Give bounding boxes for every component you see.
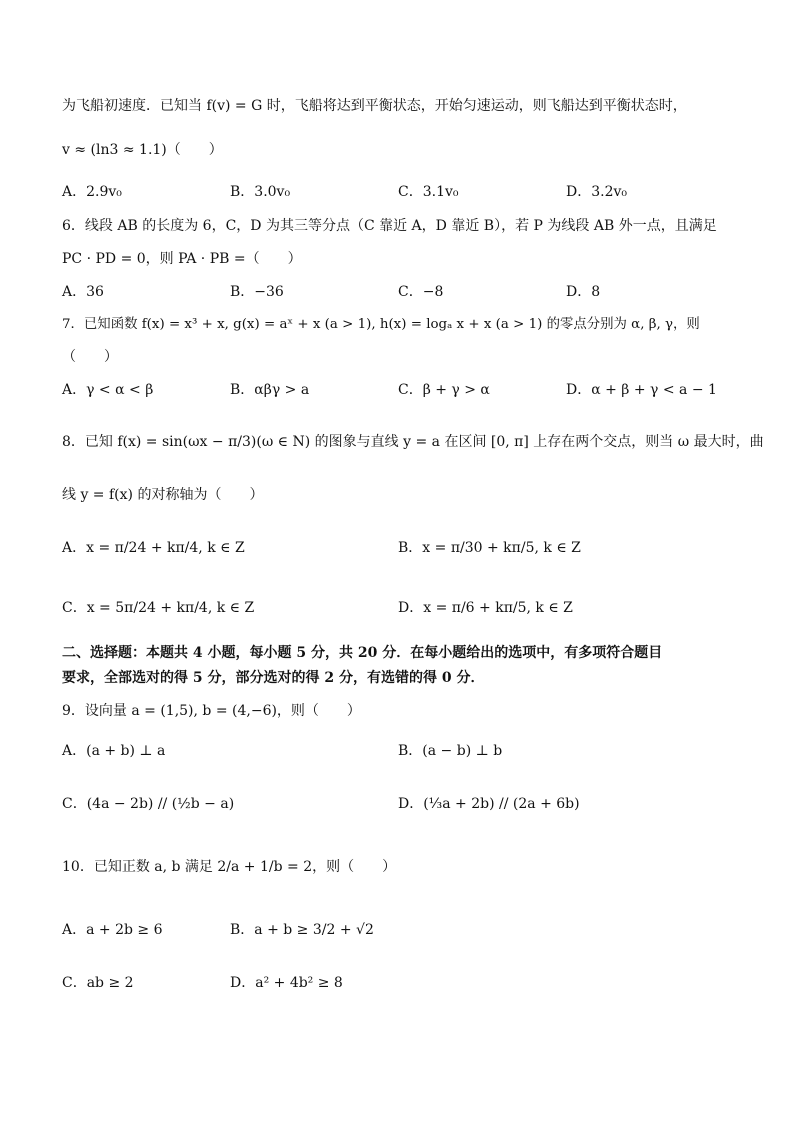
q7-option-c: C．β + γ > α <box>398 382 490 398</box>
q9-option-d: D．(⅓a + 2b) // (2a + 6b) <box>398 796 580 812</box>
q10-stem: 10．已知正数 a, b 满足 2/a + 1/b = 2，则（ ） <box>62 859 397 875</box>
q10-option-d: D．a² + 4b² ≥ 8 <box>230 975 343 991</box>
q8-option-c: C．x = 5π/24 + kπ/4, k ∈ Z <box>62 600 255 616</box>
q5-option-d: D．3.2v₀ <box>566 184 628 200</box>
q5-option-c: C．3.1v₀ <box>398 184 459 200</box>
q6-option-c: C．−8 <box>398 284 444 300</box>
q9-option-b: B．(a − b) ⊥ b <box>398 743 503 759</box>
q10-option-b: B．a + b ≥ 3/2 + √2 <box>230 922 374 938</box>
q8-option-d: D．x = π/6 + kπ/5, k ∈ Z <box>398 600 573 616</box>
q9-stem: 9．设向量 a = (1,5), b = (4,−6)，则（ ） <box>62 703 361 719</box>
q5-option-b: B．3.0v₀ <box>230 184 291 200</box>
q9-option-c: C．(4a − 2b) // (½b − a) <box>62 796 235 812</box>
q7-stem-line2: （ ） <box>62 349 118 365</box>
q9-option-a: A．(a + b) ⊥ a <box>62 743 166 759</box>
q7-stem-line1: 7．已知函数 f(x) = x³ + x, g(x) = aˣ + x (a > 1), h(x) = logₐ x + x (a > 1) 的零点分别为 α, β, γ，则 <box>62 317 700 332</box>
q8-option-b: B．x = π/30 + kπ/5, k ∈ Z <box>398 540 581 556</box>
q10-option-c: C．ab ≥ 2 <box>62 975 134 991</box>
q5-option-a: A．2.9v₀ <box>62 184 122 200</box>
q10-option-a: A．a + 2b ≥ 6 <box>62 922 163 938</box>
section2-heading-line2: 要求，全部选对的得 5 分，部分选对的得 2 分，有选错的得 0 分． <box>62 670 485 686</box>
q6-option-a: A．36 <box>62 284 104 300</box>
q8-option-a: A．x = π/24 + kπ/4, k ∈ Z <box>62 540 245 556</box>
q7-option-b: B．αβγ > a <box>230 382 310 398</box>
q6-option-b: B．−36 <box>230 284 284 300</box>
q5-stem-line1: 为飞船初速度．已知当 f(v) = G 时，飞船将达到平衡状态，开始匀速运动，则飞船达到平衡状态时， <box>62 98 687 114</box>
q6-stem-line2: PC · PD = 0，则 PA · PB =（ ） <box>62 251 302 267</box>
section2-heading-line1: 二、选择题：本题共 4 小题，每小题 5 分，共 20 分．在每小题给出的选项中，有多项符合题目 <box>62 645 663 661</box>
q8-stem-line1: 8．已知 f(x) = sin(ωx − π/3)(ω ∈ N) 的图象与直线 y = a 在区间 [0, π] 上存在两个交点，则当 ω 最大时，曲 <box>62 434 764 450</box>
q5-stem-line2: v ≈ (ln3 ≈ 1.1)（ ） <box>62 142 223 158</box>
q8-stem-line2: 线 y = f(x) 的对称轴为（ ） <box>62 487 264 503</box>
q7-option-d: D．α + β + γ < a − 1 <box>566 382 717 398</box>
q6-option-d: D．8 <box>566 284 601 300</box>
q6-stem-line1: 6．线段 AB 的长度为 6，C，D 为其三等分点（C 靠近 A，D 靠近 B），若 P 为线段 AB 外一点，且满足 <box>62 218 717 234</box>
q7-option-a: A．γ < α < β <box>62 382 154 398</box>
